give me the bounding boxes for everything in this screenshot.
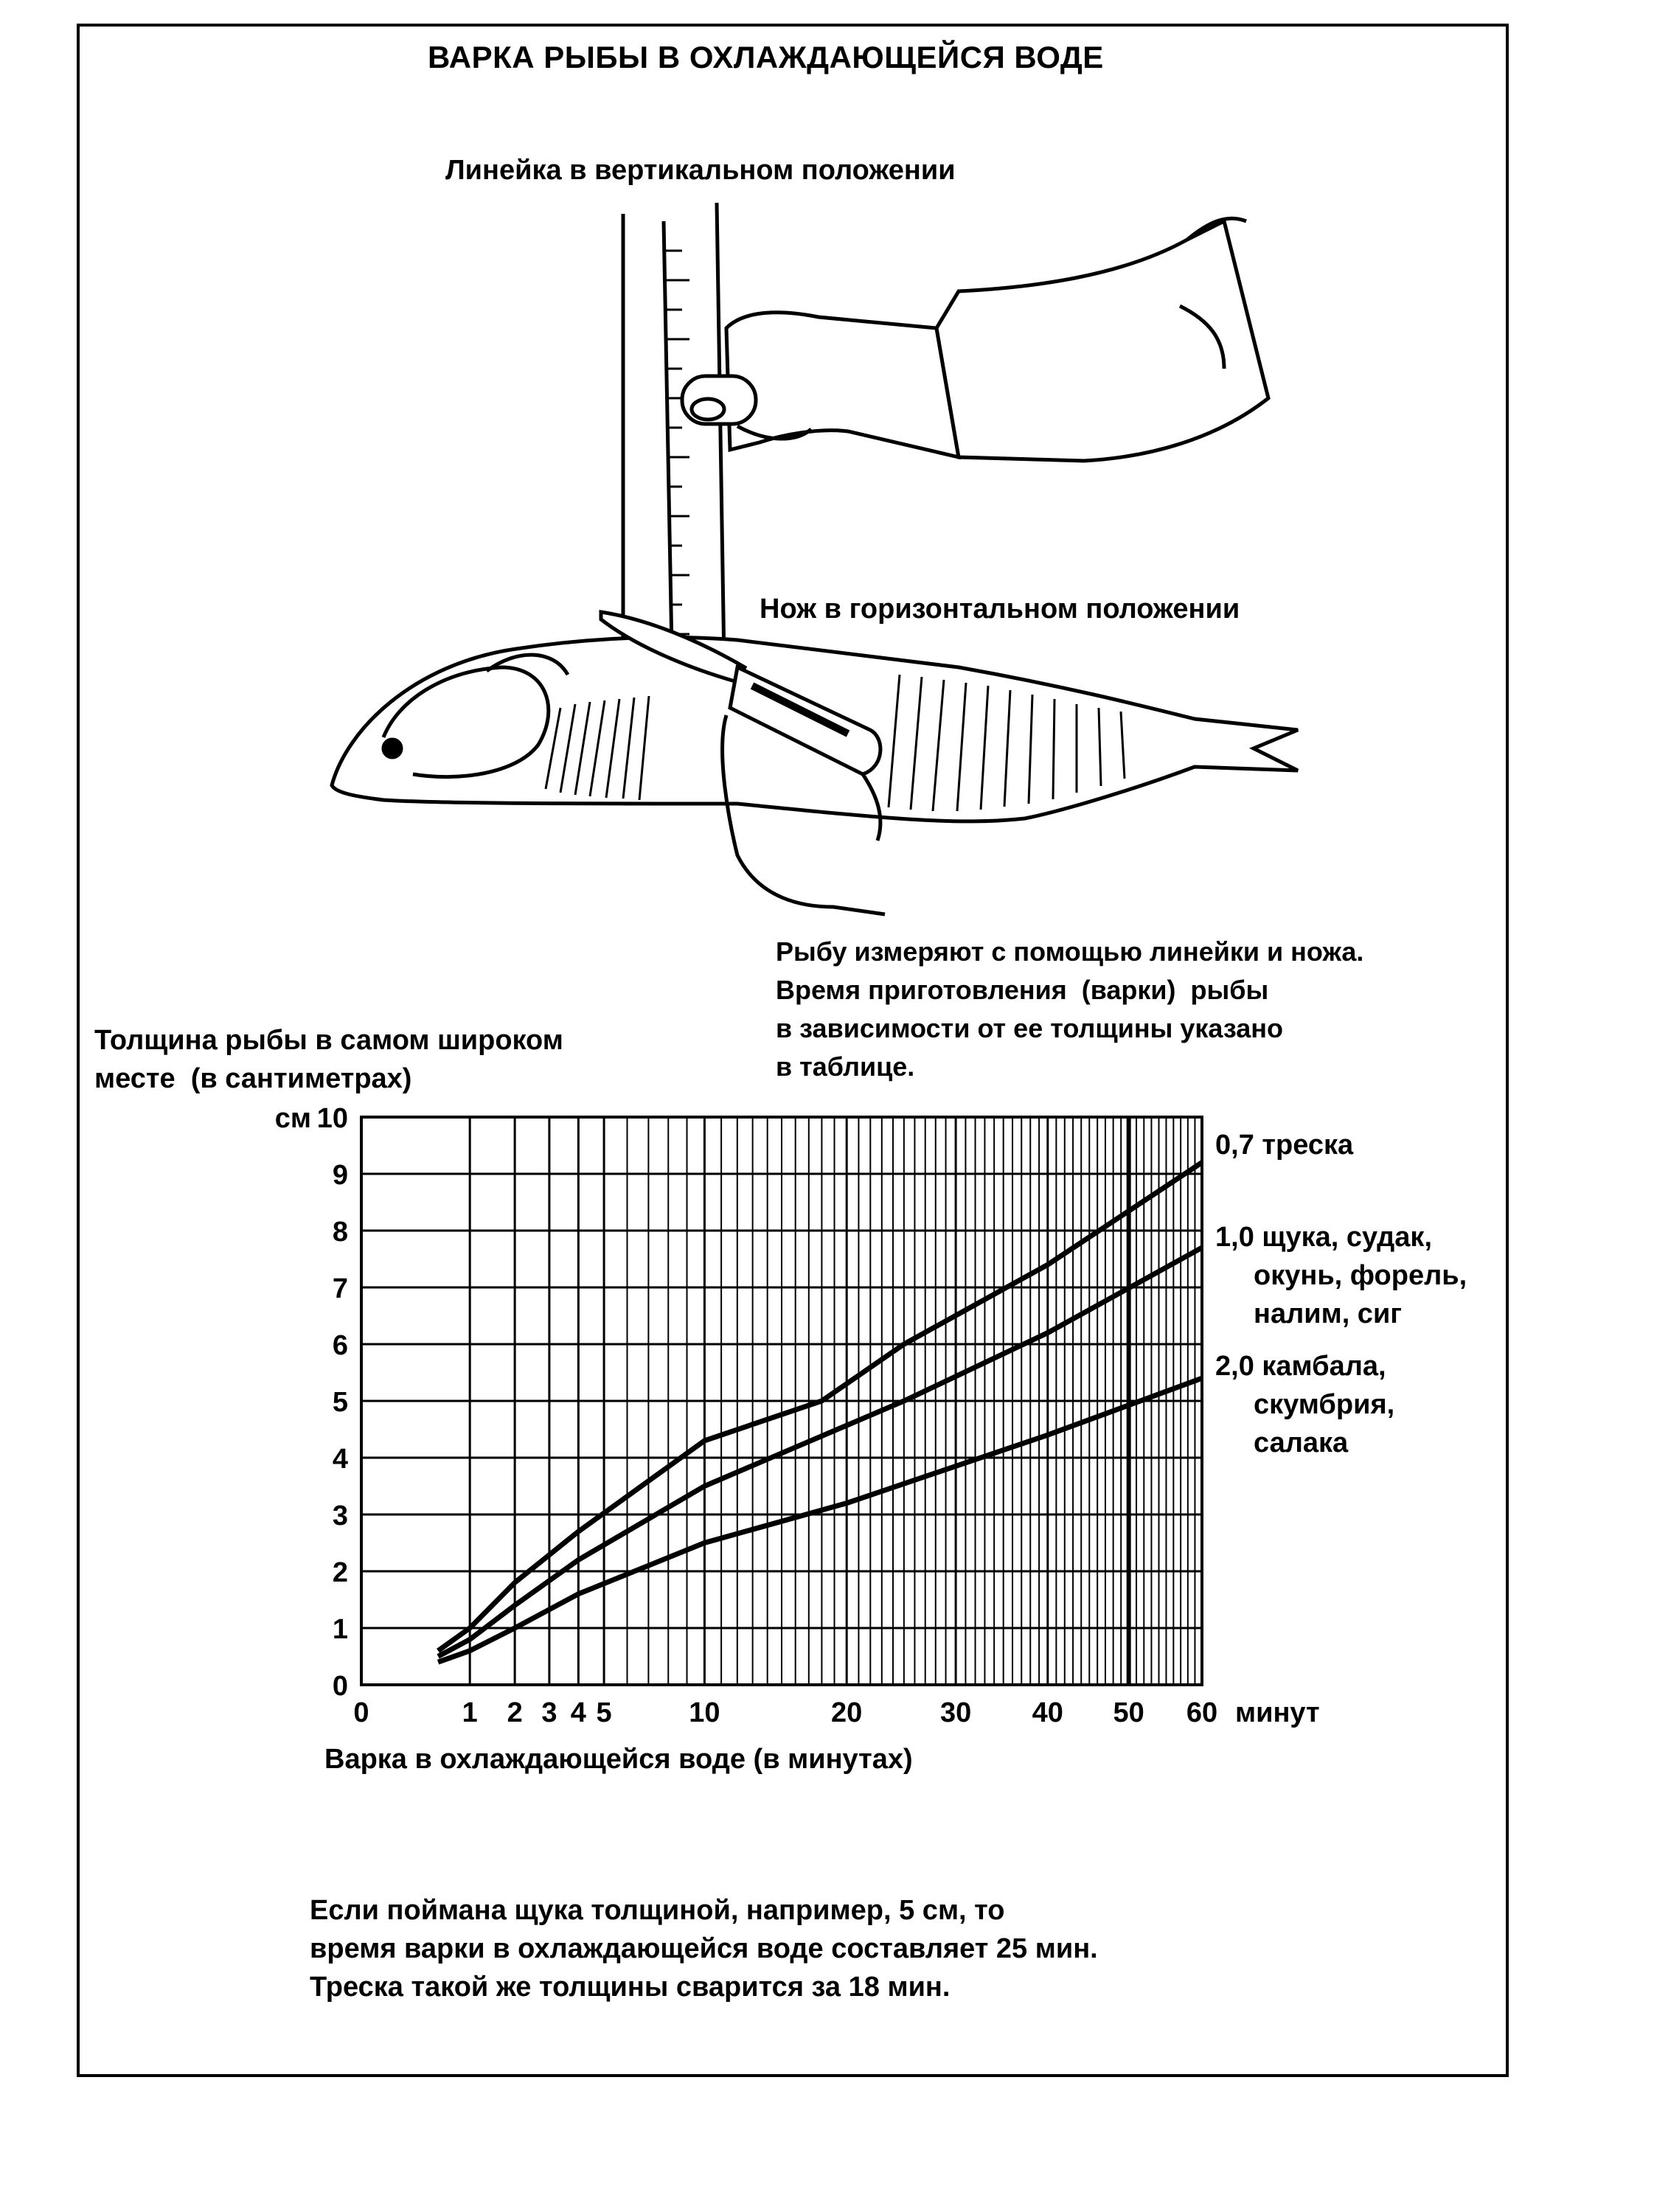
- x-tick-label: 3: [541, 1697, 557, 1728]
- x-tick-label: 60: [1186, 1697, 1218, 1728]
- series-label-2: окунь, форель,: [1254, 1260, 1467, 1291]
- description-text: Рыбу измеряют с помощью линейки и ножа. Время приготовления (варки) рыбы в зависимости от ее толщины указано в таблице.: [776, 936, 1364, 1082]
- x-tick-label: 5: [596, 1697, 612, 1728]
- y-tick-label: 2: [332, 1557, 348, 1588]
- x-tick-label: 0: [353, 1697, 369, 1728]
- x-tick-label: 40: [1032, 1697, 1063, 1728]
- y-tick-label: 1: [332, 1614, 348, 1645]
- y-tick-label: 10: [316, 1103, 348, 1134]
- x-axis-title: Варка в охлаждающейся воде (в минутах): [324, 1744, 913, 1775]
- knife-label: Нож в горизонтальном положении: [760, 594, 1240, 625]
- x-tick-label: 10: [689, 1697, 720, 1728]
- series-line-3: [438, 1378, 1202, 1662]
- x-tick-label: 50: [1113, 1697, 1144, 1728]
- y-tick-label: 5: [332, 1387, 348, 1418]
- y-tick-label: 4: [332, 1444, 348, 1475]
- y-tick-label: 8: [332, 1217, 348, 1248]
- series-label-3: скумбрия,: [1254, 1389, 1395, 1420]
- page-title: ВАРКА РЫБЫ В ОХЛАЖДАЮЩЕЙСЯ ВОДЕ: [428, 40, 1104, 74]
- series-label-2: налим, сиг: [1254, 1298, 1403, 1329]
- series-label-2: 1,0 щука, судак,: [1215, 1222, 1432, 1253]
- y-unit-label: см: [274, 1103, 311, 1134]
- series-label-1: 0,7 треска: [1215, 1130, 1354, 1161]
- x-tick-label: 20: [831, 1697, 863, 1728]
- x-unit-label: минут: [1235, 1697, 1320, 1728]
- y-tick-label: 6: [332, 1330, 348, 1361]
- example-text: Если поймана щука толщиной, например, 5 см, то время варки в охлаждающейся воде составляет 25 мин. Треска такой же толщины сварится за 18 мин.: [310, 1895, 1098, 2003]
- y-tick-label: 3: [332, 1500, 348, 1531]
- y-axis-title: Толщина рыбы в самом широком месте (в сантиметрах): [94, 1025, 563, 1094]
- y-tick-label: 9: [332, 1160, 348, 1191]
- x-tick-label: 30: [939, 1697, 972, 1728]
- series-label-3: 2,0 камбала,: [1215, 1351, 1386, 1382]
- y-tick-label: 7: [332, 1273, 348, 1304]
- x-tick-label: 2: [507, 1697, 523, 1728]
- series-line-2: [438, 1248, 1202, 1656]
- y-tick-label: 0: [332, 1671, 348, 1702]
- series-label-3: салака: [1254, 1427, 1349, 1458]
- ruler-label: Линейка в вертикальном положении: [445, 155, 956, 186]
- x-tick-label: 4: [570, 1697, 586, 1728]
- x-tick-label: 1: [462, 1697, 478, 1728]
